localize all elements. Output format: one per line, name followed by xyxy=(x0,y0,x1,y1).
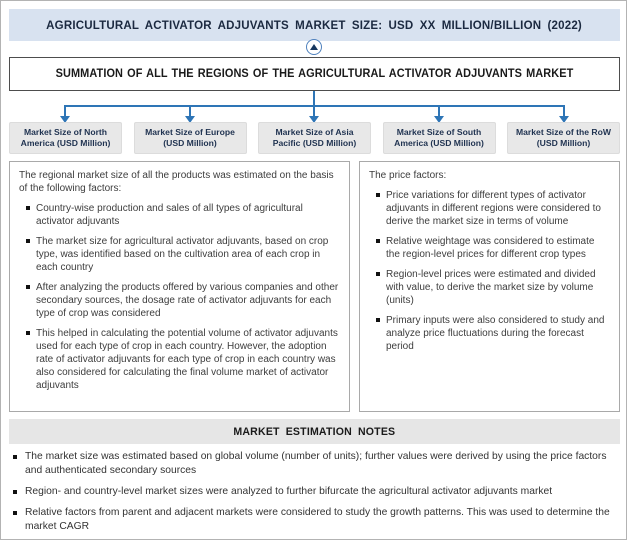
left-panel-bullet-list xyxy=(19,202,340,392)
notes-title: MARKET ESTIMATION NOTES xyxy=(233,425,396,438)
bullet-square-icon xyxy=(13,490,17,494)
region-box-asia-pacific: Market Size of Asia Pacific (USD Million) xyxy=(258,122,371,154)
list-item xyxy=(13,485,620,499)
bullet-text: Region- and country-level market sizes were analyzed to further bifurcate the agricultural activator adjuvants market xyxy=(25,486,553,497)
notes-bullet-list xyxy=(13,450,620,540)
bullet-text: Primary inputs were also considered to study and analyze price fluctuations during the forecast period xyxy=(386,315,605,352)
region-box-south-america: Market Size of South America (USD Million) xyxy=(383,122,496,154)
summation-box xyxy=(9,57,620,91)
bullet-text: This helped in calculating the potential volume of activator adjuvants used for each type of crop in each country. However, the adoption rate of activator adjuvants for each type of crop in each country was also considered for calculating the final volume market of activator adjuvants xyxy=(36,328,338,391)
list-item xyxy=(19,202,340,228)
bullet-square-icon xyxy=(26,239,30,243)
list-item xyxy=(369,314,610,353)
bullet-text: Price variations for different types of activator adjuvants in different regions were considered to derive the market size in terms of volume xyxy=(386,190,601,227)
banner-title: AGRICULTURAL ACTIVATOR ADJUVANTS MARKET SIZE: USD XX MILLION/BILLION (2022) xyxy=(46,18,583,32)
bullet-text: Country-wise production and sales of all types of agricultural activator adjuvants xyxy=(36,203,303,227)
bullet-text: After analyzing the products offered by various companies and other secondary sources, the dosage rate of activator adjuvants for each type of crop was considered xyxy=(36,282,339,319)
market-size-banner xyxy=(9,9,620,41)
bullet-square-icon xyxy=(376,239,380,243)
region-box-europe: Market Size of Europe (USD Million) xyxy=(134,122,247,154)
price-factors-panel xyxy=(359,161,620,412)
arrow-up-circle-icon xyxy=(306,39,322,55)
list-item xyxy=(19,281,340,320)
left-panel-intro: The regional market size of all the products was estimated on the basis of the following factors: xyxy=(19,170,334,194)
list-item xyxy=(13,506,620,534)
right-panel-bullet-list xyxy=(369,189,610,353)
region-box-row: Market Size of the RoW (USD Million) xyxy=(507,122,620,154)
bullet-square-icon xyxy=(26,331,30,335)
list-item xyxy=(19,235,340,274)
bullet-text: Region-level prices were estimated and divided with value, to derive the market size by volume (units) xyxy=(386,269,596,306)
arrow-up-icon xyxy=(310,44,318,50)
bullet-text: Relative weightage was considered to estimate the region-level prices for different crop types xyxy=(386,236,595,260)
bullet-square-icon xyxy=(26,285,30,289)
bullet-square-icon xyxy=(376,272,380,276)
bullet-text: The market size was estimated based on global volume (number of units); further values were derived by using the price factors and authenticated secondary sources xyxy=(25,451,607,476)
right-panel-intro: The price factors: xyxy=(369,170,447,181)
bullet-square-icon xyxy=(376,318,380,322)
list-item xyxy=(369,235,610,261)
bullet-square-icon xyxy=(13,455,17,459)
region-box-north-america: Market Size of North America (USD Million) xyxy=(9,122,122,154)
bullet-square-icon xyxy=(376,193,380,197)
list-item xyxy=(369,189,610,228)
bullet-text: The market size for agricultural activator adjuvants, based on crop type, was identified based on the cultivation area of each crop in each country xyxy=(36,236,329,273)
regional-market-size-panel xyxy=(9,161,350,412)
bullet-square-icon xyxy=(13,511,17,515)
region-boxes-row xyxy=(9,122,620,154)
connector-vertical-stub xyxy=(313,91,315,106)
list-item xyxy=(13,450,620,478)
summation-label: SUMMATION OF ALL THE REGIONS OF THE AGRICULTURAL ACTIVATOR ADJUVANTS MARKET xyxy=(55,68,574,80)
list-item xyxy=(19,327,340,392)
bullet-text: Relative factors from parent and adjacent markets were considered to study the growth patterns. This was used to determine the market CAGR xyxy=(25,507,610,532)
bullet-square-icon xyxy=(26,206,30,210)
market-estimation-notes-header xyxy=(9,419,620,444)
list-item xyxy=(369,268,610,307)
